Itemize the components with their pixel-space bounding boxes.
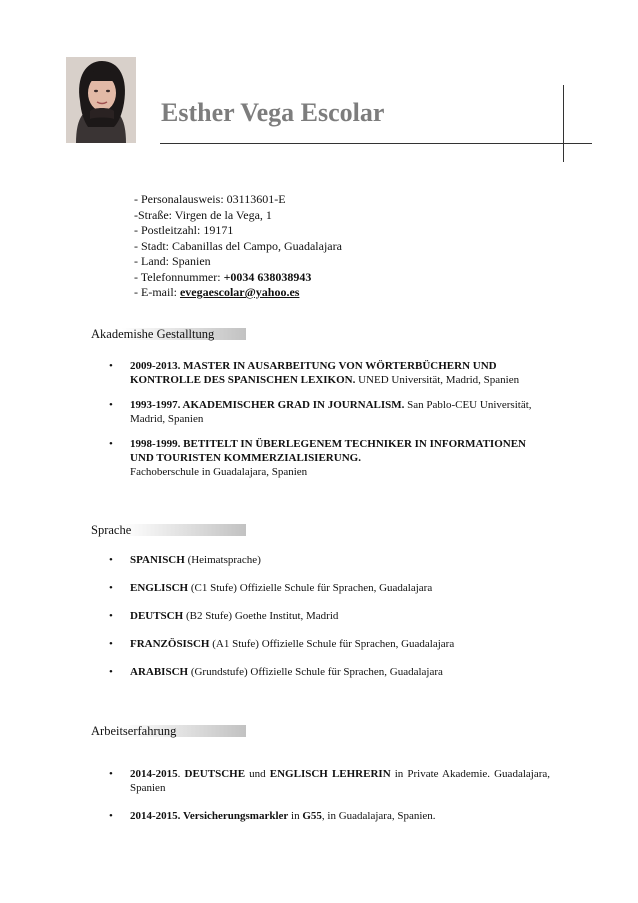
country: - Land: Spanien	[134, 254, 211, 268]
email-link[interactable]: evegaescolar@yahoo.es	[179, 285, 300, 299]
language-name: FRANZÖSISCH	[130, 638, 210, 650]
section-title: Arbeitserfahrung	[91, 724, 177, 738]
email-label: - E-mail:	[134, 285, 180, 299]
list-item	[130, 581, 550, 595]
language-name: SPANISCH	[130, 554, 185, 566]
profile-photo	[66, 57, 136, 143]
language-detail: (Grundstufe) Offizielle Schule für Sprachen, Guadalajara	[188, 666, 443, 678]
phone-number: +0034 638038943	[223, 269, 312, 284]
list-item	[130, 437, 550, 479]
education-list	[130, 359, 550, 479]
entry-title: 2009-2013. MASTER IN AUSARBEITUNG VON WÖRTERBÜCHERN UND KONTROLLE DES SPANISCHEN LEXIKON.	[130, 360, 497, 386]
job-detail: in Private Akademie. Guadalajara, Spanien	[130, 768, 550, 794]
list-item	[130, 553, 550, 567]
phone-row	[134, 270, 342, 286]
job-period: 2014-2015	[130, 768, 178, 780]
header-vertical-rule	[563, 85, 564, 162]
language-name: ARABISCH	[130, 666, 189, 678]
language-name: ENGLISCH	[130, 582, 189, 594]
entry-detail: Fachoberschule in Guadalajara, Spanien	[130, 466, 308, 478]
portrait-image	[66, 57, 136, 143]
list-item	[130, 359, 550, 387]
list-item	[130, 665, 550, 679]
entry-title: 1993-1997. AKADEMISCHER GRAD IN JOURNALISM.	[130, 399, 405, 411]
applicant-name: Esther Vega Escolar	[161, 98, 385, 127]
separator-text: .	[177, 768, 185, 780]
id-number: - Personalausweis: 03113601-E	[134, 192, 286, 206]
job-detail: , in Guadalajara, Spanien.	[321, 810, 436, 822]
list-item	[130, 609, 550, 623]
contact-block	[134, 192, 342, 301]
city: - Stadt: Cabanillas del Campo, Guadalajara	[134, 238, 342, 253]
header-rule	[160, 143, 592, 144]
language-list	[130, 553, 550, 679]
language-detail: (B2 Stufe) Goethe Institut, Madrid	[183, 610, 339, 622]
list-item	[130, 398, 550, 426]
postal-code: - Postleitzahl: 19171	[134, 223, 234, 237]
job-role: ENGLISCH LEHRERIN	[269, 768, 391, 780]
section-heading-work	[91, 724, 176, 737]
list-item	[130, 637, 550, 651]
email-row	[134, 285, 342, 301]
connector-text: und	[245, 768, 270, 780]
language-detail: (Heimatsprache)	[184, 554, 261, 566]
phone-label: - Telefonnummer:	[134, 269, 224, 284]
section-heading-languages	[91, 523, 131, 536]
language-detail: (C1 Stufe) Offizielle Schule für Sprachen, Guadalajara	[188, 582, 433, 594]
street: -Straße: Virgen de la Vega, 1	[134, 207, 272, 222]
entry-detail: San Pablo-CEU Universität, Madrid, Spanien	[130, 399, 532, 425]
entry-title: 1998-1999. BETITELT IN ÜBERLEGENEM TECHNIKER IN INFORMATIONEN UND TOURISTEN KOMMERZIALISIERUNG.	[130, 438, 526, 464]
section-heading-education	[91, 327, 214, 340]
company-name: G55	[302, 810, 322, 822]
work-list	[130, 767, 550, 823]
job-period-role: 2014-2015. Versicherungsmarkler	[130, 810, 289, 822]
job-subject: DEUTSCHE	[184, 768, 246, 780]
entry-detail: UNED Universität, Madrid, Spanien	[355, 374, 520, 386]
section-title: Sprache	[91, 523, 132, 537]
list-item	[130, 767, 550, 795]
section-title: Akademishe Gestalltung	[91, 327, 215, 341]
language-name: DEUTSCH	[130, 610, 184, 622]
language-detail: (A1 Stufe) Offizielle Schule für Sprachen, Guadalajara	[209, 638, 455, 650]
list-item	[130, 809, 550, 823]
connector-text: in	[288, 810, 303, 822]
